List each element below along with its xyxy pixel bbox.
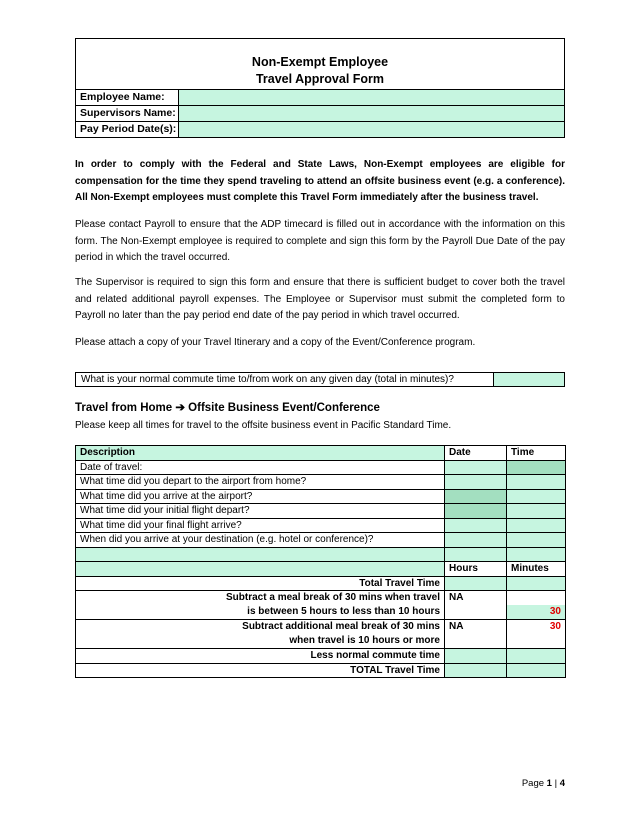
- total-pages: 4: [559, 778, 565, 789]
- total-travel-row: [76, 576, 566, 591]
- time-input[interactable]: [507, 475, 566, 490]
- form-title: [76, 39, 564, 89]
- spacer-cell: [76, 547, 445, 562]
- date-input[interactable]: [445, 489, 507, 504]
- meal-break-line-2: is between 5 hours to less than 10 hours: [247, 606, 440, 617]
- meal-break-minutes-top: [507, 592, 565, 605]
- spacer-row: [76, 547, 566, 562]
- row-description: When did you arrive at your destination (e.g. hotel or conference)?: [76, 533, 445, 548]
- minutes-header: Minutes: [507, 562, 566, 577]
- additional-meal-break-row: [76, 620, 566, 649]
- total-hours[interactable]: [445, 663, 507, 678]
- spacer-cell: [507, 547, 566, 562]
- meal-break-line-1: Subtract a meal break of 30 mins when travel: [226, 592, 440, 603]
- additional-meal-break-hours: [445, 620, 507, 649]
- supervisor-paragraph: The Supervisor is required to sign this form and ensure that there is sufficient budget to cover both the travel and related additional payroll expenses. The Employee or Supervisor must submit the completed form to Payroll no later than the pay period end date of the pay period in which travel occurred.: [75, 277, 565, 321]
- pay-period-field[interactable]: [179, 122, 564, 137]
- page-number: 1: [546, 778, 552, 789]
- meal-break-row: [76, 591, 566, 620]
- hours-header: Hours: [445, 562, 507, 577]
- meal-break-label: [76, 591, 445, 620]
- employee-name-label: Employee Name:: [76, 90, 179, 105]
- total-travel-hours[interactable]: [445, 576, 507, 591]
- supervisor-name-label: Supervisors Name:: [76, 106, 179, 121]
- form-header: [75, 38, 565, 138]
- less-commute-label: Less normal commute time: [76, 649, 445, 664]
- table-header-row: [76, 446, 566, 461]
- date-input[interactable]: [445, 504, 507, 519]
- spacer-cell: [445, 547, 507, 562]
- row-description: What time did your initial flight depart?: [76, 504, 445, 519]
- additional-meal-break-line-2: when travel is 10 hours or more: [289, 635, 440, 646]
- travel-table: [75, 445, 566, 678]
- time-input[interactable]: [507, 504, 566, 519]
- row-description: What time did you arrive at the airport?: [76, 489, 445, 504]
- title-line-2: Travel Approval Form: [255, 72, 385, 86]
- meal-break-hours: [445, 591, 507, 620]
- table-row: [76, 460, 566, 475]
- page-word: Page: [521, 778, 547, 789]
- additional-meal-break-hours-value: NA: [449, 621, 464, 632]
- date-input[interactable]: [445, 460, 507, 475]
- additional-meal-break-minutes: 30: [507, 620, 566, 649]
- row-description: What time did you depart to the airport from home?: [76, 475, 445, 490]
- meal-break-minutes: [507, 591, 566, 620]
- commute-question: What is your normal commute time to/from work on any given day (total in minutes)?: [76, 373, 494, 386]
- hours-minutes-header-row: [76, 562, 566, 577]
- total-row: [76, 663, 566, 678]
- pay-period-label: Pay Period Date(s):: [76, 122, 179, 137]
- page-separator: |: [551, 778, 560, 789]
- employee-name-field[interactable]: [179, 90, 564, 105]
- table-row: [76, 533, 566, 548]
- pay-period-row: [76, 121, 564, 137]
- payroll-paragraph: Please contact Payroll to ensure that the ADP timecard is filled out in accordance with the information on this form. The Non-Exempt employee is required to complete and sign this form by the Payroll Due Date of the pay period in which the travel occurred.: [75, 219, 565, 263]
- time-header: Time: [507, 446, 566, 461]
- date-input[interactable]: [445, 475, 507, 490]
- total-minutes[interactable]: [507, 663, 566, 678]
- less-commute-hours[interactable]: [445, 649, 507, 664]
- supervisor-name-row: [76, 105, 564, 121]
- table-row: [76, 518, 566, 533]
- commute-row: [75, 372, 565, 387]
- supervisor-name-field[interactable]: [179, 106, 564, 121]
- additional-meal-break-line-1: Subtract additional meal break of 30 mins: [242, 621, 440, 632]
- meal-break-minutes-value: 30: [507, 605, 565, 619]
- meal-break-hours-value: NA: [449, 592, 464, 603]
- row-description: Date of travel:: [76, 460, 445, 475]
- less-commute-row: [76, 649, 566, 664]
- time-input[interactable]: [507, 460, 566, 475]
- date-input[interactable]: [445, 533, 507, 548]
- section-subtitle: Please keep all times for travel to the offsite business event in Pacific Standard Time.: [75, 420, 452, 431]
- additional-meal-break-label: [76, 620, 445, 649]
- employee-name-row: [76, 89, 564, 105]
- description-header: Description: [76, 446, 445, 461]
- compliance-paragraph: In order to comply with the Federal and State Laws, Non-Exempt employees are eligible for compensation for the time they spend traveling to attend an offsite business event (e.g. a conference). All Non-Exempt employees must complete this Travel Form immediately after the business travel.: [75, 159, 565, 203]
- blank-cell: [76, 562, 445, 577]
- total-travel-label: Total Travel Time: [76, 576, 445, 591]
- time-input[interactable]: [507, 489, 566, 504]
- commute-answer-field[interactable]: [494, 373, 564, 386]
- section-title: Travel from Home ➔ Offsite Business Event/Conference: [75, 402, 380, 414]
- total-travel-minutes[interactable]: [507, 576, 566, 591]
- attach-paragraph: Please attach a copy of your Travel Itinerary and a copy of the Event/Conference program.: [75, 337, 476, 348]
- title-line-1: Non-Exempt Employee: [251, 55, 389, 69]
- date-input[interactable]: [445, 518, 507, 533]
- time-input[interactable]: [507, 518, 566, 533]
- date-header: Date: [445, 446, 507, 461]
- less-commute-minutes[interactable]: [507, 649, 566, 664]
- time-input[interactable]: [507, 533, 566, 548]
- page-footer: [522, 778, 565, 789]
- row-description: What time did your final flight arrive?: [76, 518, 445, 533]
- table-row: [76, 504, 566, 519]
- total-label: TOTAL Travel Time: [76, 663, 445, 678]
- table-row: [76, 475, 566, 490]
- table-row: [76, 489, 566, 504]
